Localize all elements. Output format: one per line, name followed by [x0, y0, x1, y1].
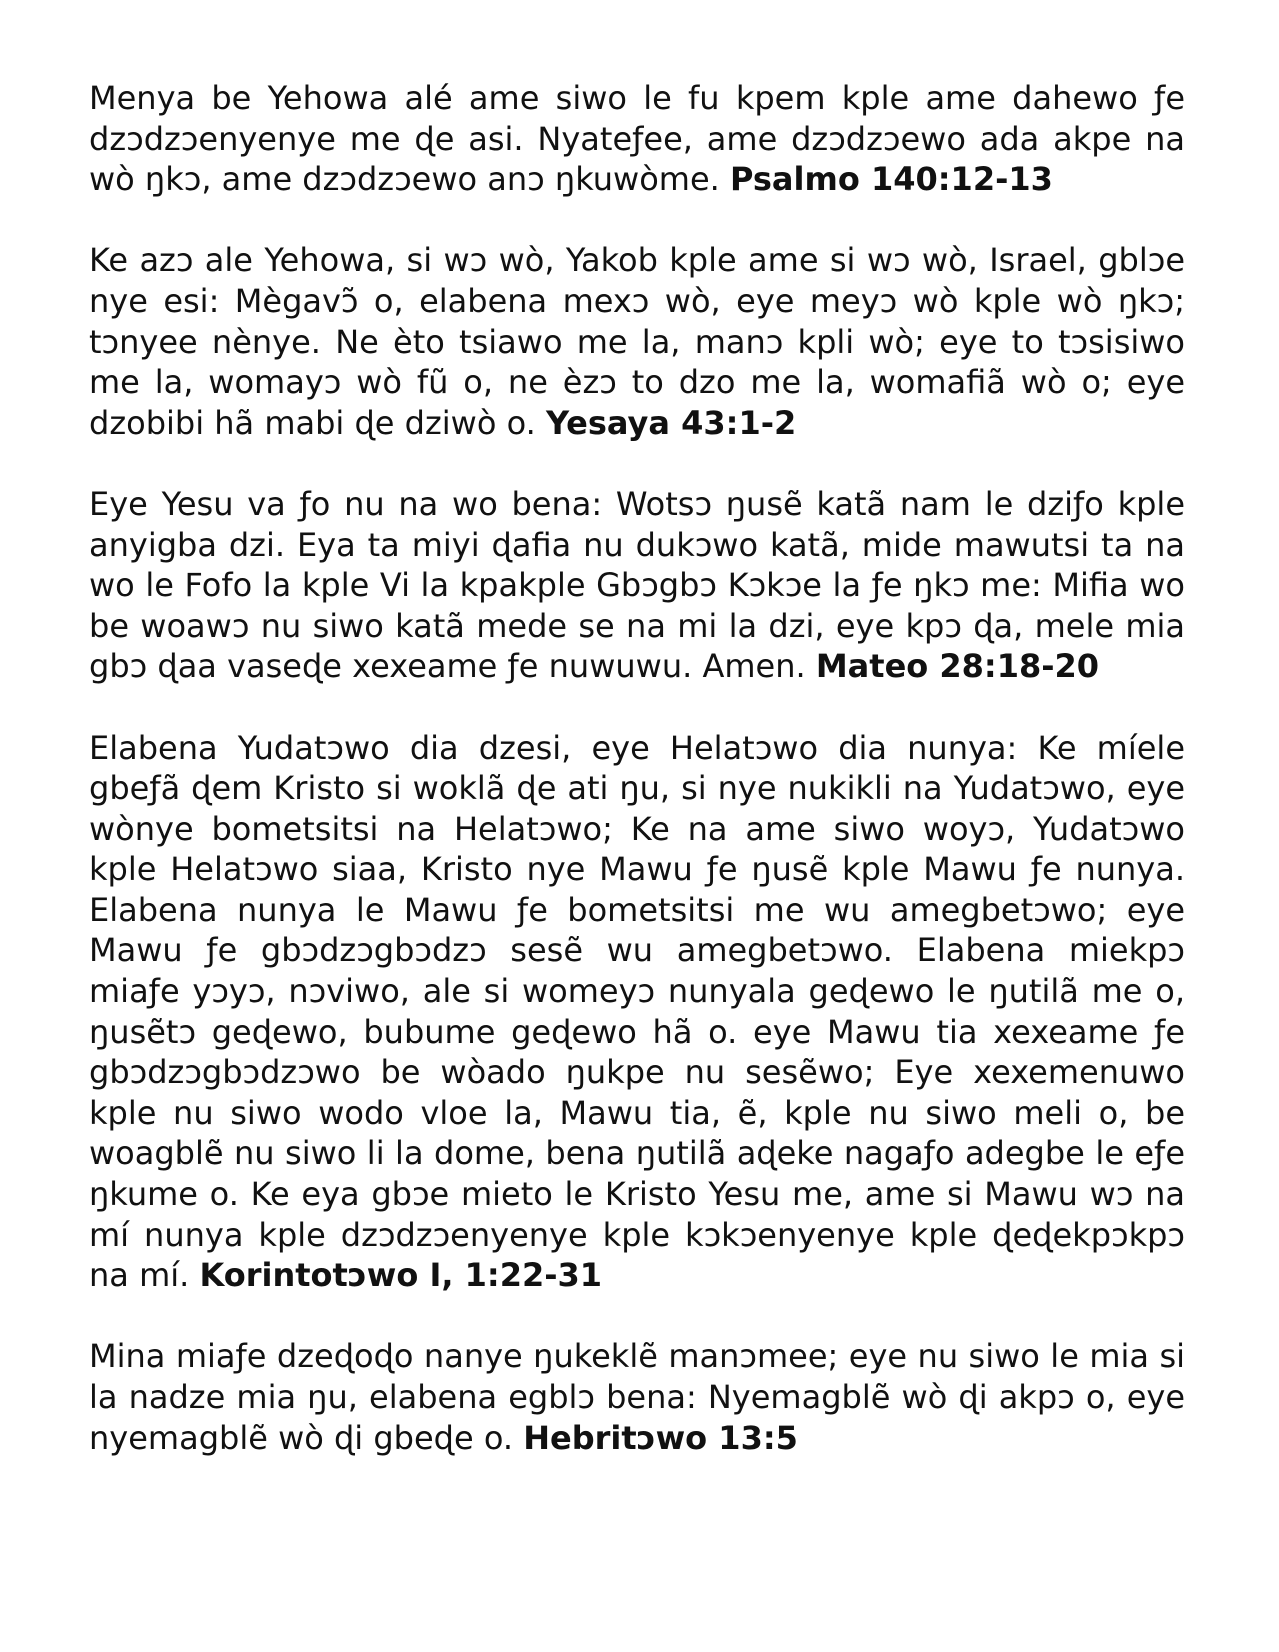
- passage-mateo: [89, 484, 1185, 687]
- passage-text: Mina miaƒe dzeɖoɖo nanye ŋukeklẽ manɔmee; eye nu siwo le mia si la nadze mia ŋu, elabena egblɔ bena: Nyemagblẽ wò ɖi akpɔ o, eye nyemagblẽ wò ɖi gbeɖe o.: [89, 1337, 1185, 1457]
- passage-text: Elabena Yudatɔwo dia dzesi, eye Helatɔwo dia nunya: Ke míele gbeƒã ɖem Kristo si woklã ɖe ati ŋu, si nye nukikli na Yudatɔwo, eye wònye bometsitsi na Helatɔwo; Ke na ame siwo woyɔ, Yudatɔwo kple Helatɔwo siaa, Kristo nye Mawu ƒe ŋusẽ kple Mawu ƒe nunya. Elabena nunya le Mawu ƒe bometsitsi me wu amegbetɔwo; eye Mawu ƒe gbɔdzɔgbɔdzɔ sesẽ wu amegbetɔwo. Elabena miekpɔ miaƒe yɔyɔ, nɔviwo, ale si womeyɔ nunyala geɖewo le ŋutilã me o, ŋusẽtɔ geɖewo, bubume geɖewo hã o. eye Mawu tia xexeame ƒe gbɔdzɔgbɔdzɔwo be wòado ŋukpe nu sesẽwo; Eye xexemenuwo kple nu siwo wodo vloe la, Mawu tia, ẽ, kple nu siwo meli o, be woagblẽ nu siwo li la dome, bena ŋutilã aɖeke nagaƒo adegbe le eƒe ŋkume o. Ke eya gbɔe mieto le Kristo Yesu me, ame si Mawu wɔ na mí nunya kple dzɔdzɔenyenye kple kɔkɔenyenye kple ɖeɖekpɔkpɔ na mí.: [89, 728, 1185, 1295]
- scripture-page: [89, 78, 1185, 1499]
- passage-korintotowo: [89, 728, 1185, 1296]
- passage-reference: Korintotɔwo I, 1:22-31: [199, 1256, 603, 1295]
- passage-text: Menya be Yehowa alé ame siwo le fu kpem kple ame dahewo ƒe dzɔdzɔenyenye me ɖe asi. Nyateƒee, ame dzɔdzɔewo ada akpe na wò ŋkɔ, ame dzɔdzɔewo anɔ ŋkuwòme.: [89, 79, 1185, 199]
- passage-reference: Mateo 28:18-20: [815, 647, 1100, 686]
- passage-reference: Hebritɔwo 13:5: [523, 1418, 798, 1457]
- passage-reference: Psalmo 140:12-13: [729, 160, 1053, 199]
- passage-hebritowo: [89, 1336, 1185, 1458]
- passage-text: Eye Yesu va ƒo nu na wo bena: Wotsɔ ŋusẽ katã nam le dziƒo kple anyigba dzi. Eya ta miyi ɖafia nu dukɔwo katã, mide mawutsi ta na wo le Fofo la kple Vi la kpakple Gbɔgbɔ Kɔkɔe la ƒe ŋkɔ me: Mifia wo be woawɔ nu siwo katã mede se na mi la dzi, eye kpɔ ɖa, mele mia gbɔ ɖaa vaseɖe xexeame ƒe nuwuwu. Amen.: [89, 484, 1185, 686]
- passage-psalmo: [89, 78, 1185, 200]
- passage-reference: Yesaya 43:1-2: [545, 403, 797, 442]
- passage-text: Ke azɔ ale Yehowa, si wɔ wò, Yakob kple ame si wɔ wò, Israel, gblɔe nye esi: Mègavɔ̃ o, elabena mexɔ wò, eye meyɔ wò kple wò ŋkɔ; tɔnyee nènye. Ne èto tsiawo me la, manɔ kpli wò; eye to tɔsisiwo me la, womayɔ wò fũ o, ne èzɔ to dzo me la, womafiã wò o; eye dzobibi hã mabi ɖe dziwò o.: [89, 241, 1185, 442]
- passage-yesaya: [89, 240, 1185, 443]
